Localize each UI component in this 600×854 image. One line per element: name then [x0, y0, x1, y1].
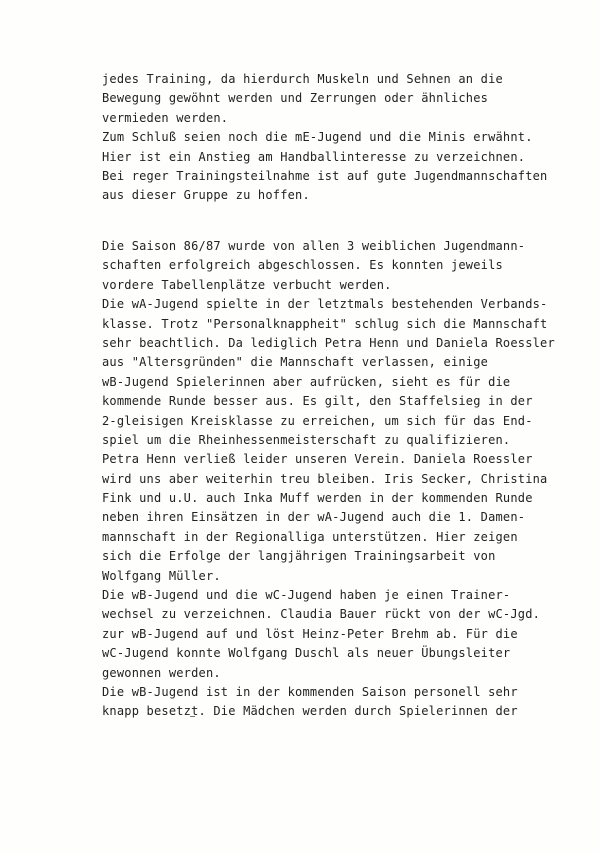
text-line: mannschaft in der Regionalliga unterstützen. Hier zeigen: [102, 529, 518, 544]
paragraph-season-report: [102, 237, 555, 722]
text-line: klasse. Trotz "Personalknappheit" schlug sich die Mannschaft: [102, 316, 548, 331]
text-line: wird uns aber weiterhin treu bleiben. Iris Secker, Christina: [102, 471, 548, 486]
text-line: Die wA-Jugend spielte in der letztmals bestehenden Verbands-: [102, 297, 548, 312]
text-line: Bei reger Trainingsteilnahme ist auf gute Jugendmannschaften: [102, 168, 548, 183]
text-line: Wolfgang Müller.: [102, 568, 221, 583]
text-line: schaften erfolgreich abgeschlossen. Es konnten jeweils: [102, 258, 503, 273]
text-line: Bewegung gewöhnt werden und Zerrungen oder ähnliches: [102, 91, 489, 106]
paragraph-youth-training: [102, 70, 547, 206]
text-line: wC-Jugend konnte Wolfgang Duschl als neuer Übungsleiter: [102, 646, 511, 661]
text-line: neben ihren Einsätzen in der wA-Jugend auch die 1. Damen-: [102, 510, 526, 525]
text-line: Zum Schluß seien noch die mE-Jugend und die Minis erwähnt.: [102, 130, 533, 145]
text-line: Petra Henn verließ leider unseren Verein. Daniela Roessler: [102, 452, 533, 467]
text-line: spiel um die Rheinhessenmeisterschaft zu qualifizieren.: [102, 432, 511, 447]
text-line: Die wB-Jugend ist in der kommenden Saison personell sehr: [102, 684, 518, 699]
text-line: Die wB-Jugend und die wC-Jugend haben je einen Trainer-: [102, 588, 511, 603]
text-line: jedes Training, da hierdurch Muskeln und Sehnen an die: [102, 72, 503, 86]
text-line: knapp besetzt. Die Mädchen werden durch Spielerinnen der: [102, 704, 518, 719]
text-line: aus dieser Gruppe zu hoffen.: [102, 188, 310, 203]
text-line: wechsel zu verzeichnen. Claudia Bauer rückt von der wC-Jgd.: [102, 607, 541, 622]
text-line: Fink und u.U. auch Inka Muff werden in der kommenden Runde: [102, 491, 533, 506]
text-line: wB-Jugend Spielerinnen aber aufrücken, sieht es für die: [102, 374, 511, 389]
text-line: Hier ist ein Anstieg am Handballinteresse zu verzeichnen.: [102, 149, 526, 164]
text-line: sich die Erfolge der langjährigen Trainingsarbeit von: [102, 549, 496, 564]
text-line: vordere Tabellenplätze verbucht werden.: [102, 277, 392, 292]
scan-mark: [190, 716, 195, 720]
text-line: Die Saison 86/87 wurde von allen 3 weiblichen Jugendmann-: [102, 239, 526, 253]
text-line: zur wB-Jugend auf und löst Heinz-Peter Brehm ab. Für die: [102, 626, 518, 641]
text-line: aus "Altersgründen" die Mannschaft verlassen, einige: [102, 355, 489, 370]
text-line: vermieden werden.: [102, 110, 229, 125]
text-line: sehr beachtlich. Da lediglich Petra Henn und Daniela Roessler: [102, 335, 555, 350]
text-line: 2-gleisigen Kreisklasse zu erreichen, um sich für das End-: [102, 413, 533, 428]
text-line: kommende Runde besser aus. Es gilt, den Staffelsieg in der: [102, 394, 533, 409]
text-line: gewonnen werden.: [102, 665, 221, 680]
